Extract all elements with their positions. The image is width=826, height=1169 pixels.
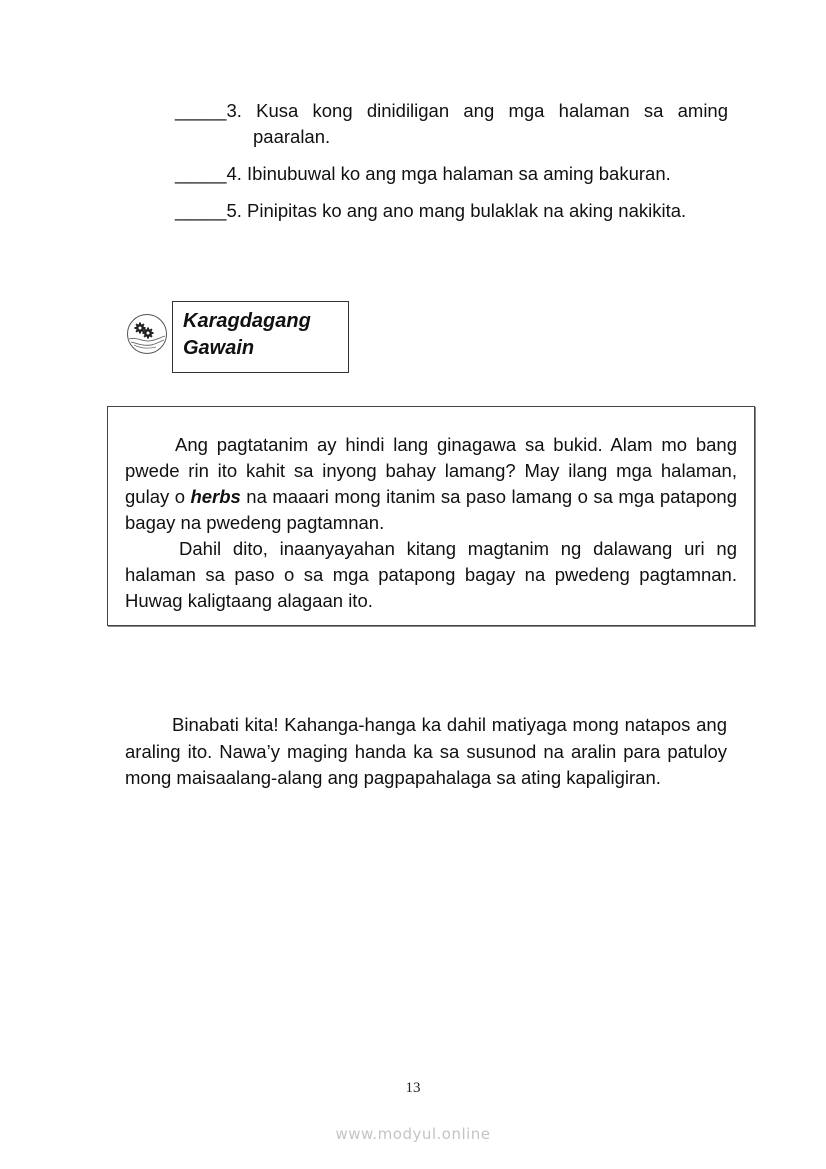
question-item-4: [175, 161, 735, 187]
section-title-line1: Karagdagang: [183, 310, 311, 332]
gears-hand-icon: [126, 313, 168, 355]
closing-paragraph: [125, 712, 727, 792]
item-text: Kusa kong dinidiligan ang mga halaman sa aming: [256, 100, 729, 121]
activity-text: Ang pagtatanim ay hindi lang ginagawa sa bukid. Alam mo bang pwede rin ito kahit sa inyong bahay lamang? May ilang mga halaman, gulay o: [125, 434, 737, 507]
item-number: 4.: [226, 163, 242, 184]
question-item-3-line1: [175, 98, 728, 124]
activity-box: [107, 406, 755, 626]
question-item-5: [175, 198, 735, 224]
answer-blank[interactable]: _____: [175, 200, 227, 221]
page-number: 13: [405, 1080, 421, 1096]
watermark: www.modyul.online: [335, 1125, 491, 1143]
closing-text: Binabati kita! Kahanga-hanga ka dahil matiyaga mong natapos ang araling ito. Nawa’y maging handa ka sa susunod na aralin para patuloy mong maisaalang-alang ang pagpapahalaga sa ating kapaligiran.: [125, 714, 727, 788]
item-text: Pinipitas ko ang ano mang bulaklak na aking nakikita.: [247, 200, 687, 221]
item-text: Ibinubuwal ko ang mga halaman sa aming bakuran.: [247, 163, 671, 184]
activity-paragraph-1: [125, 432, 737, 536]
emphasis-herbs: herbs: [190, 486, 241, 507]
activity-paragraph-2: Dahil dito, inaanyayahan kitang magtanim ng dalawang uri ng halaman sa paso o sa mga patapong bagay na pwedeng pagtamnan. Huwag kaligtaang alagaan ito.: [125, 538, 737, 611]
activity-text: na maaari mong itanim sa paso lamang o sa mga patapong bagay na pwedeng pagtamnan.: [125, 486, 737, 533]
section-title-box: [172, 301, 349, 373]
answer-blank[interactable]: _____: [175, 163, 227, 184]
answer-blank[interactable]: _____: [175, 100, 227, 121]
item-number: 5.: [226, 200, 242, 221]
item-number: 3.: [226, 100, 242, 121]
question-item-3: [175, 98, 728, 150]
item-text-continued: paaralan.: [253, 126, 331, 147]
section-title-line2: Gawain: [183, 337, 255, 359]
